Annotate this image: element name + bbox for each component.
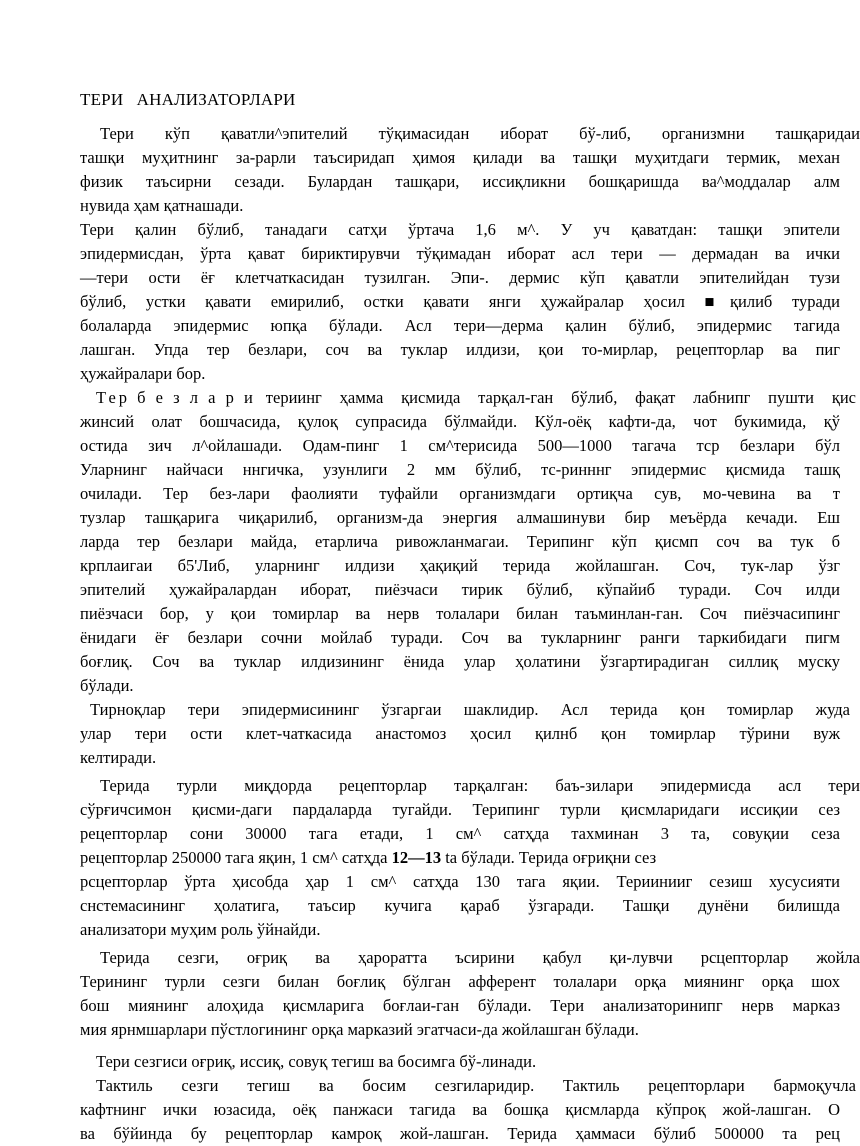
text-line-suffix: ta бўлади. Терида оғриқни сез bbox=[445, 848, 657, 867]
text-line: Терида сезги, оғриқ ва ҳароратта ъсирини қабул қи-лувчи рсцепторлар жойла bbox=[100, 948, 860, 967]
text-line: рецепторлар сони 30000 тага етади, 1 см^ сатҳда тахминан 3 та, совуқии сеза bbox=[80, 824, 840, 843]
text-line: кафтнинг ички юзасида, оёқ панжаси тагида ва бошқа қисмларда кўпроқ жой-лашган. О bbox=[80, 1100, 840, 1119]
text-line: жинсий олат бошчасида, қулоқ супрасида бўлмайди. Кўл-оёқ кафти-да, чот букимида, қў bbox=[80, 412, 840, 431]
text-line: физик таъсирни сезади. Булардан ташқари, иссиқликни бошқаришда ва^моддалар алм bbox=[80, 172, 840, 191]
page-title: ТЕРИ АНАЛИЗАТОРЛАРИ bbox=[80, 90, 296, 109]
text-line: крплаигаи б5'Либ, уларнинг илдизи ҳақиқий терида жойлашган. Соч, тук-лар ўзг bbox=[80, 556, 840, 575]
text-line: боғлиқ. Соч ва туклар илдизининг ёнида улар ҳолатини ўзгартирадиган силлиқ муску bbox=[80, 652, 840, 671]
text-line: Терининг турли сезги билан боғлиқ бўлган афферент толалари орқа миянинг орқа шох bbox=[80, 972, 840, 991]
text-line: Тактиль сезги тегиш ва босим сезгиларидир. Тактиль рецепторлари бармоқучла bbox=[96, 1076, 856, 1095]
text-line: —тери ости ёғ клетчаткасидан тузилган. Эпи-. дермис кўп қаватли эпителийдан тузи bbox=[80, 268, 840, 287]
text-line: эпителий ҳужайралардан иборат, пиёзчаси тирик бўлиб, кўпайиб туради. Соч илди bbox=[80, 580, 840, 599]
text-line-prefix: рецепторлар 250000 тага яқин, 1 см^ сатҳда bbox=[80, 848, 392, 867]
text-line: Терида турли миқдорда рецепторлар тарқалган: баъ-зилари эпидермисда асл тери bbox=[100, 776, 860, 795]
text-line bbox=[80, 386, 856, 410]
text-line: ташқи муҳитнинг за-рарли таъсиридап ҳимоя қилади ва ташқи муҳитдаги термик, механ bbox=[80, 148, 840, 167]
text-line: Тери қалин бўлиб, танадаги сатҳи ўртача 1,6 м^. У уч қаватдан: ташқи эпители bbox=[80, 220, 840, 239]
text-line: мия ярнмшарлари пўстлогининг орқа марказий эгатчаси-да жойлашган бўлади. bbox=[80, 1020, 639, 1039]
text-line: болаларда эпидермис юпқа бўлади. Асл тери—дерма қалин бўлиб, эпидермис тагида bbox=[80, 316, 840, 335]
text-line: сўрғичсимон қисми-даги пардаларда тугайди. Терипинг турли қисмларидаги иссиқии сез bbox=[80, 800, 840, 819]
text-line: рсцепторлар ўрта ҳисобда ҳар 1 см^ сатҳда 130 тага яқии. Териинииг сезиш хусусияти bbox=[80, 872, 840, 891]
text-line: анализатори муҳим роль ўйнайди. bbox=[80, 920, 321, 939]
text-line-rest: териинг ҳамма қисмида тарқал-ган бўлиб, фақат лабнипг пушти қис bbox=[265, 388, 856, 407]
text-line: бўлиб, устки қавати емирилиб, остки қавати янги ҳужайралар ҳосил ■қилиб туради bbox=[80, 292, 840, 311]
text-line: снстемасининг ҳолатига, таъсир кучига қараб ўзгаради. Ташқи дунёни билишда bbox=[80, 896, 840, 915]
text-line: пиёзчаси бор, у қои томирлар ва нерв толалари билан таъминлан-ган. Соч пиёзчасипинг bbox=[80, 604, 840, 623]
spaced-word: Тер б е з л а р и bbox=[96, 388, 256, 407]
text-line: остида зич л^ойлашади. Одам-пинг 1 см^терисида 500—1000 тагача тср безлари бўл bbox=[80, 436, 840, 455]
text-line: келтиради. bbox=[80, 748, 157, 767]
text-line: ёнидаги ёғ безлари сочни мойлаб туради. Соч ва тукларнинг ранги таркибидаги пигм bbox=[80, 628, 840, 647]
text-line: бош миянинг алоҳида қисмларига боғлаи-ган бўлади. Тери анализаторинипг нерв марказ bbox=[80, 996, 840, 1015]
text-line: очилади. Тер без-лари фаолияти туфайли организмдаги ортиқча сув, мо-чевина ва т bbox=[80, 484, 840, 503]
bold-range: 12—13 bbox=[391, 848, 442, 867]
text-line: Тери сезгиси оғриқ, иссиқ, совуқ тегиш ва босимга бў-линади. bbox=[96, 1052, 537, 1071]
text-line: ҳужайралари бор. bbox=[80, 364, 206, 383]
text-line: Тирноқлар тери эпидермисининг ўзгаргаи шаклидир. Асл терида қон томирлар жуда bbox=[90, 700, 850, 719]
text-line: лашган. Упда тер безлари, соч ва туклар илдизи, қои то-мирлар, рецепторлар ва пиг bbox=[80, 340, 840, 359]
text-line: тузлар ташқарига чиқарилиб, организм-да энергия алмашинуви бир меъёрда кечади. Еш bbox=[80, 508, 840, 527]
text-line: ларда тер безлари майда, етарлича ривожланмагаи. Терипинг кўп қисмп соч ва тук б bbox=[80, 532, 840, 551]
text-line: бўлади. bbox=[80, 676, 134, 695]
text-line: нувида ҳам қатнашади. bbox=[80, 196, 244, 215]
text-line: Тери кўп қаватли^эпителий тўқимасидан иборат бў-либ, организмни ташқаридаи bbox=[100, 124, 860, 143]
text-line: ва бўйинда бу рецепторлар камроқ жой-лашган. Терида ҳаммаси бўлиб 500000 та рец bbox=[80, 1124, 840, 1143]
text-line: Уларнинг найчаси ннгичка, узунлиги 2 мм бўлиб, тс-ринннг эпидермис қисмида ташқ bbox=[80, 460, 840, 479]
text-line bbox=[80, 846, 840, 870]
text-line: улар тери ости клет-чаткасида анастомоз ҳосил қилнб қон томирлар тўрини вуж bbox=[80, 724, 840, 743]
text-line: эпидермисдан, ўрта қават бириктирувчи тўқимадан иборат асл тери — дермадан ва ички bbox=[80, 244, 840, 263]
